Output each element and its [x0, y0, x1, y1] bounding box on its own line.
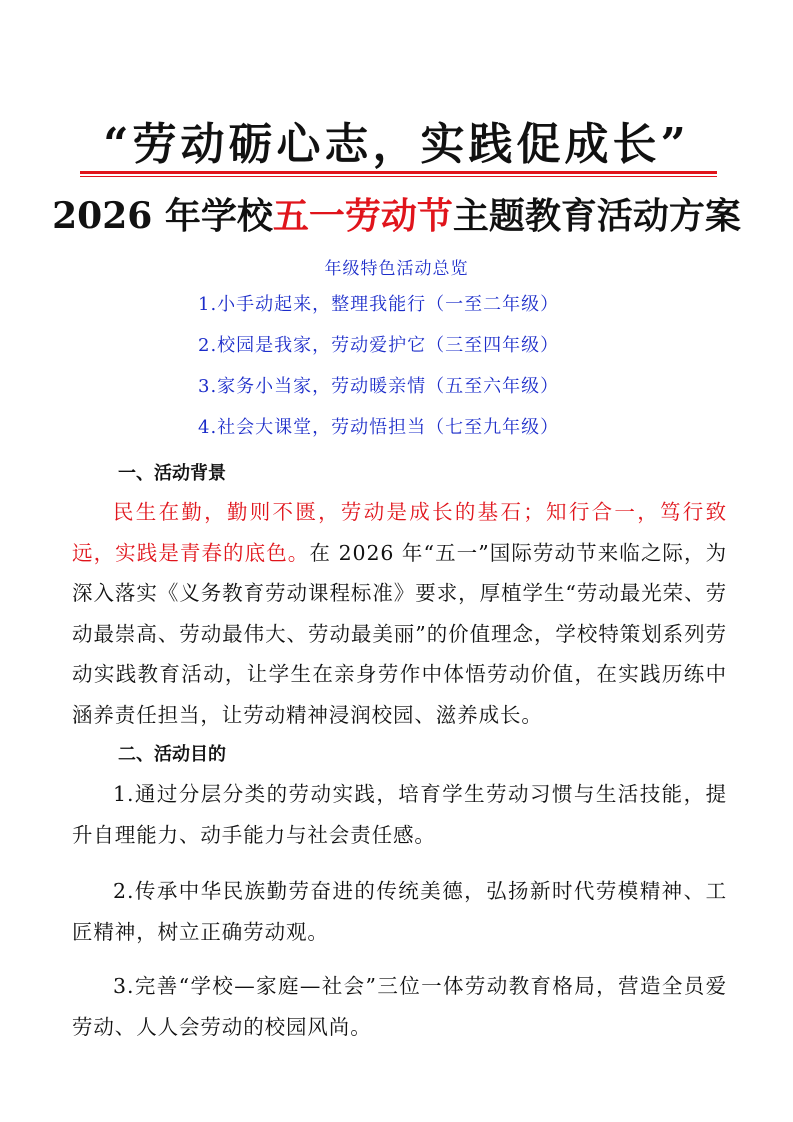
purpose-item: 1.通过分层分类的劳动实践，培育学生劳动习惯与生活技能，提升自理能力、动手能力与社会责任感。: [72, 782, 727, 847]
document-title: “劳动砺心志，实践促成长”: [103, 119, 690, 170]
background-quote: 民生在勤，勤则不匮，劳动是成长的基石；知行合一，笃行致远，实践是青春的底色。: [72, 500, 727, 565]
title-divider-thin: [80, 176, 717, 177]
subtitle-suffix: 主题教育活动方案: [452, 195, 741, 237]
grade-activity-item: 4.社会大课堂，劳动悟担当（七至九年级）: [198, 417, 560, 438]
document-subtitle: [0, 188, 793, 239]
grade-activity-item: 2.校园是我家，劳动爱护它（三至四年级）: [198, 335, 560, 356]
purpose-item: 2.传承中华民族勤劳奋进的传统美德，弘扬新时代劳模精神、工匠精神，树立正确劳动观。: [72, 879, 727, 944]
grade-activity-list: [198, 290, 559, 454]
background-text: 在 2026 年“五一”国际劳动节来临之际，为深入落实《义务教育劳动课程标准》要求，厚植学生“劳动最光荣、劳动最崇高、劳动最伟大、劳动最美丽”的价值理念，学校特策划系列劳动实践教育活动，让学生在亲身劳作中体悟劳动价值，在实践历练中涵养责任担当，让劳动精神浸润校园、滋养成长。: [72, 540, 727, 727]
title-divider-thick: [80, 171, 717, 174]
subtitle-highlight: 五一劳动节: [272, 195, 453, 237]
grade-activity-item: 1.小手动起来，整理我能行（一至二年级）: [198, 294, 560, 315]
section-heading-background: 一、活动背景: [118, 463, 226, 484]
background-paragraph: [72, 492, 727, 735]
subtitle-prefix: 2026 年学校: [52, 195, 273, 237]
overview-heading: 年级特色活动总览: [324, 259, 469, 279]
section-heading-purpose: 二、活动目的: [118, 744, 226, 765]
grade-activity-item: 3.家务小当家，劳动暖亲情（五至六年级）: [198, 376, 560, 397]
purpose-item: 3.完善“学校—家庭—社会”三位一体劳动教育格局，营造全员爱劳动、人人会劳动的校园风尚。: [72, 974, 727, 1039]
